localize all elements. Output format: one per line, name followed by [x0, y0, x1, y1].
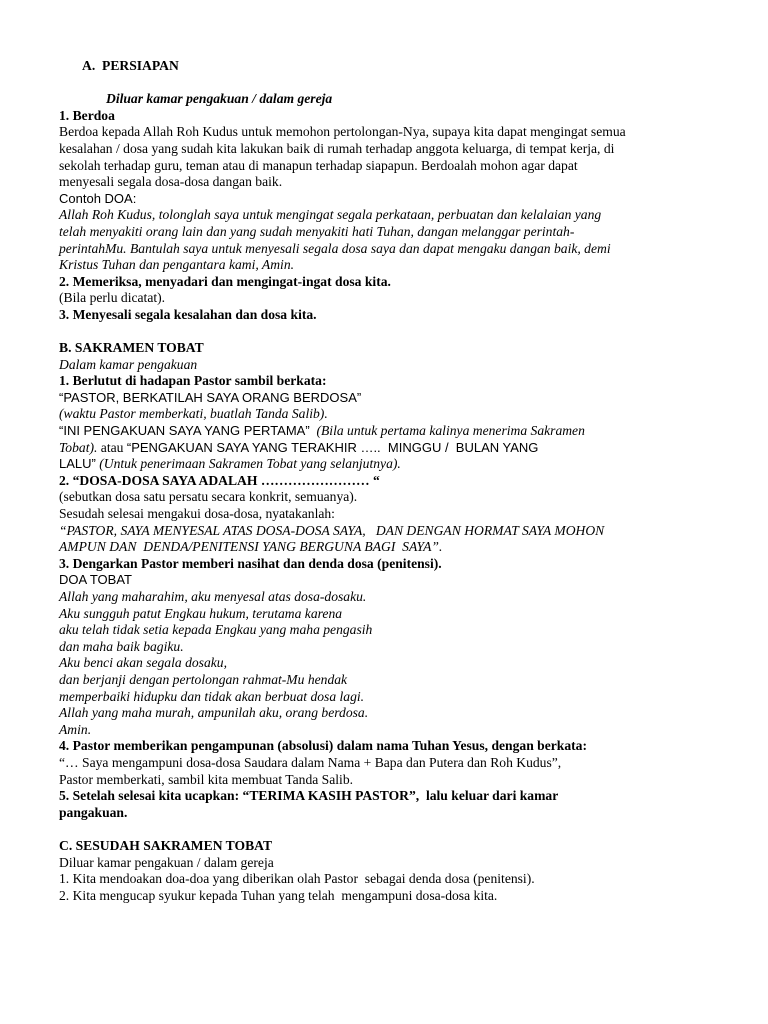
section-b-subheading: Dalam kamar pengakuan — [59, 356, 198, 372]
doa-tobat-line: Allah yang maharahim, aku menyesal atas dosa-dosaku. — [59, 589, 367, 604]
step1-line-pertama — [59, 423, 719, 440]
section-a-heading: A. PERSIAPAN — [82, 58, 179, 73]
step4-quote: “… Saya mengampuni dosa-dosa Saudara dalam Nama + Bapa dan Putera dan Roh Kudus”, — [59, 754, 562, 770]
contoh-prayer-line: perintahMu. Bantulah saya untuk menyesali segala dosa saya dan dapat mengaku dangan baik, demi — [59, 240, 611, 256]
step1-note1: (waktu Pastor memberkati, buatlah Tanda Salib). — [59, 406, 328, 422]
doa-tobat-line: Aku sungguh patut Engkau hukum, terutama karena — [59, 605, 343, 621]
document-page — [59, 58, 719, 904]
step2-quote-line: AMPUN DAN DENDA/PENITENSI YANG BERGUNA BAGI SAYA”. — [59, 539, 443, 555]
section-a-subheading: Diluar kamar pengakuan / dalam gereja — [106, 91, 333, 107]
contoh-prayer-line: Kristus Tuhan dan pengantara kami, Amin. — [59, 257, 295, 273]
step1-quote3a: “PENGAKUAN SAYA YANG TERAKHIR ….. MINGGU / BULAN YANG — [126, 439, 539, 455]
step5-title-line: pangakuan. — [59, 804, 128, 820]
section-b-heading: B. SAKRAMEN TOBAT — [59, 340, 204, 356]
item2-note: (Bila perlu dicatat). — [59, 290, 166, 306]
item1-body-line: Berdoa kepada Allah Roh Kudus untuk memohon pertolongan-Nya, supaya kita dapat mengingat semua — [59, 124, 626, 140]
step1-atau: atau — [97, 439, 127, 455]
section-c-item: 1. Kita mendoakan doa-doa yang diberikan olah Pastor sebagai denda dosa (penitensi). — [59, 871, 535, 887]
doa-tobat-line: dan maha baik bagiku. — [59, 638, 184, 654]
step1-quote2: “INI PENGAKUAN SAYA YANG PERTAMA” — [59, 423, 310, 439]
step1-quote1: “PASTOR, BERKATILAH SAYA ORANG BERDOSA” — [59, 389, 362, 405]
item1-body-line: menyesali segala dosa-dosa dangan baik. — [59, 174, 283, 190]
step3-title: 3. Dengarkan Pastor memberi nasihat dan denda dosa (penitensi). — [59, 555, 442, 571]
step4-title: 4. Pastor memberikan pengampunan (absolusi) dalam nama Tuhan Yesus, dengan berkata: — [59, 738, 587, 754]
step1-quote3b: LALU” — [59, 456, 96, 472]
section-c-subheading: Diluar kamar pengakuan / dalam gereja — [59, 854, 274, 870]
section-c-item: 2. Kita mengucap syukur kepada Tuhan yang telah mengampuni dosa-dosa kita. — [59, 887, 498, 903]
section-c-heading: C. SESUDAH SAKRAMEN TOBAT — [59, 837, 273, 853]
item3-title: 3. Menyesali segala kesalahan dan dosa kita. — [59, 306, 317, 322]
step1-line-terakhir — [59, 440, 719, 457]
item2-title: 2. Memeriksa, menyadari dan mengingat-ingat dosa kita. — [59, 273, 391, 289]
doa-tobat-line: aku telah tidak setia kepada Engkau yang maha pengasih — [59, 622, 373, 638]
doa-tobat-line: memperbaiki hidupku dan tidak akan berbuat dosa lagi. — [59, 688, 365, 704]
step1-note3: (Untuk penerimaan Sakramen Tobat yang selanjutnya). — [99, 456, 401, 472]
doa-tobat-line: Allah yang maha murah, ampunilah aku, orang berdosa. — [59, 705, 369, 721]
step1-note2a: (Bila untuk pertama kalinya menerima Sakramen — [316, 423, 585, 439]
contoh-doa-label: Contoh DOA: — [59, 190, 137, 206]
step2-intro: Sesudah selesai mengakui dosa-dosa, nyatakanlah: — [59, 506, 335, 522]
contoh-prayer-line: Allah Roh Kudus, tolonglah saya untuk mengingat segala perkataan, perbuatan dan kelalaian yang — [59, 207, 602, 223]
step1-title: 1. Berlutut di hadapan Pastor sambil berkata: — [59, 373, 327, 389]
item1-body-line: kesalahan / dosa yang sudah kita lakukan baik di rumah terhadap anggota keluarga, di tempat kerja, di — [59, 140, 615, 156]
doa-tobat-label: DOA TOBAT — [59, 572, 132, 588]
step2-quote-line: “PASTOR, SAYA MENYESAL ATAS DOSA-DOSA SAYA, DAN DENGAN HORMAT SAYA MOHON — [59, 522, 605, 538]
step1-note2b: Tobat). — [59, 439, 98, 455]
step2-title: 2. “DOSA-DOSA SAYA ADALAH …………………… “ — [59, 472, 380, 488]
item1-title: 1. Berdoa — [59, 107, 115, 123]
doa-tobat-line: Amin. — [59, 721, 92, 737]
step4-after: Pastor memberkati, sambil kita membuat Tanda Salib. — [59, 771, 354, 787]
doa-tobat-line: dan berjanji dengan pertolongan rahmat-Mu hendak — [59, 671, 348, 687]
doa-tobat-line: Aku benci akan segala dosaku, — [59, 655, 227, 671]
step5-title-line: 5. Setelah selesai kita ucapkan: “TERIMA KASIH PASTOR”, lalu keluar dari kamar — [59, 788, 559, 804]
step1-line-lalu — [59, 456, 719, 473]
contoh-prayer-line: telah menyakiti orang lain dan yang sudah menyakiti hati Tuhan, dangan melanggar perintah- — [59, 223, 575, 239]
step2-note: (sebutkan dosa satu persatu secara konkrit, semuanya). — [59, 489, 358, 505]
item1-body-line: sekolah terhadap guru, teman atau di manapun terhadap siapapun. Berdoalah mohon agar dapat — [59, 157, 578, 173]
